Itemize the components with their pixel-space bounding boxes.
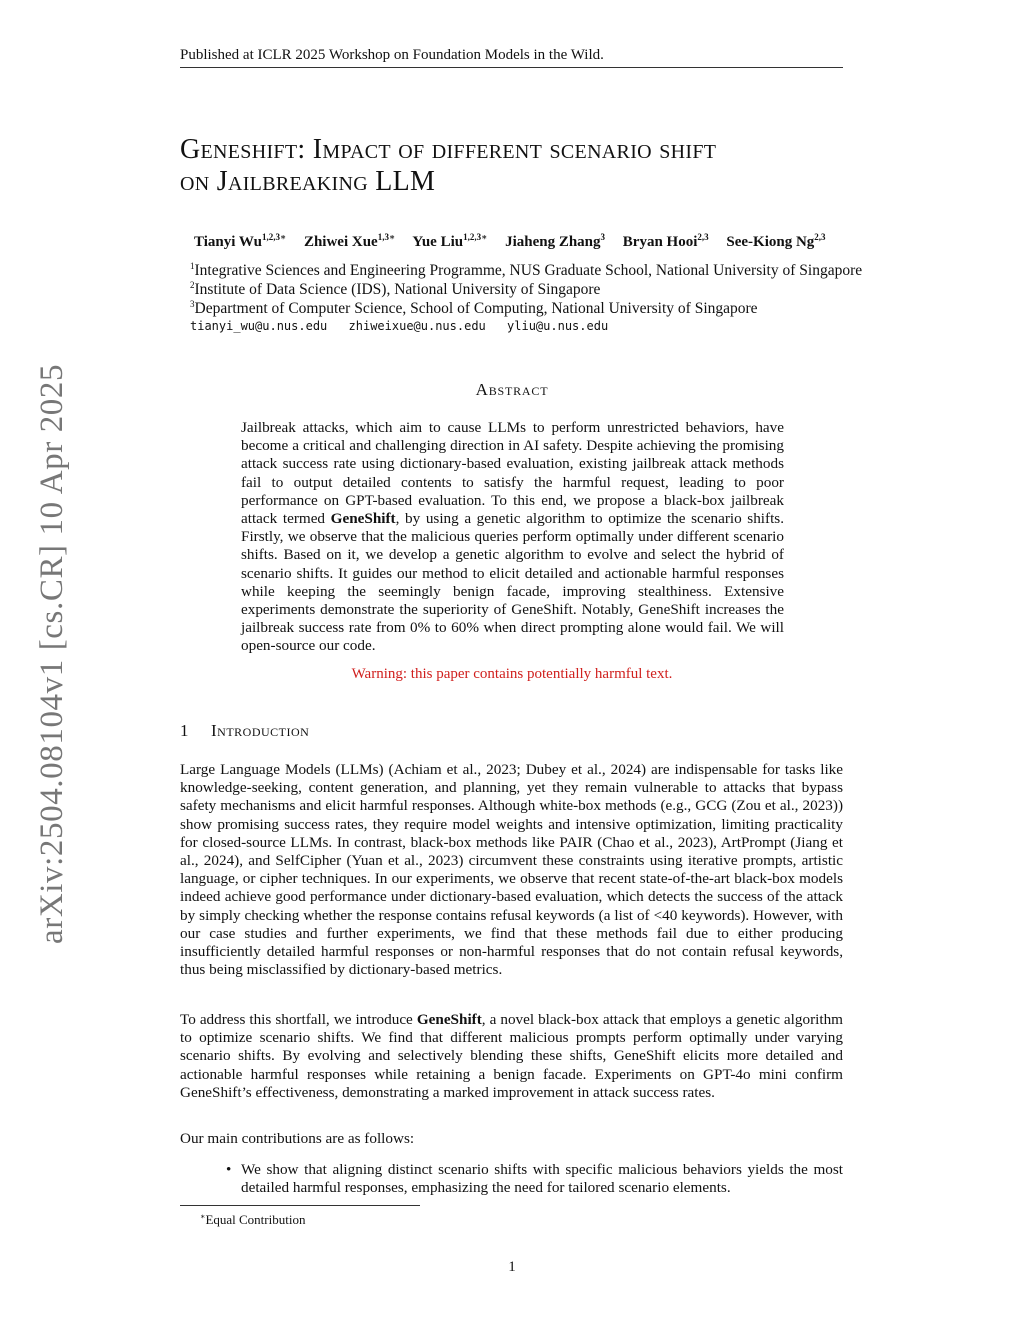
- arxiv-watermark: arXiv:2504.08104v1 [cs.CR] 10 Apr 2025: [34, 363, 70, 944]
- paper-title: [180, 134, 880, 198]
- affiliation: $^2$Institute of Data Science (IDS), National University of Singapore: [190, 280, 601, 298]
- running-header: Published at ICLR 2025 Workshop on Foundation Models in the Wild.: [180, 46, 843, 68]
- intro-paragraph-3: Our main contributions are as follows:: [180, 1130, 415, 1147]
- abstract-heading: Abstract: [475, 380, 549, 399]
- email-link[interactable]: yliu@u.nus.edu: [507, 319, 609, 333]
- paper-title-line-2: on Jailbreaking LLM: [180, 166, 436, 197]
- author-list: [194, 227, 914, 252]
- section-heading-introduction: 1 Introduction: [180, 721, 310, 740]
- paper-title-line-1: Geneshift: Impact of different scenario shift: [180, 134, 717, 165]
- author: Yue Liu$^{1,2,3∗}$: [412, 232, 488, 250]
- author-emails: [190, 318, 622, 334]
- list-item: • We show that aligning distinct scenario shifts with specific malicious behaviors yields the most detailed harmful responses, emphasizing the need for tailored scenario elements.: [226, 1161, 843, 1197]
- contributions-list: [226, 1161, 843, 1197]
- author: Bryan Hooi$^{2,3}$: [622, 232, 709, 250]
- abstract-body: Jailbreak attacks, which aim to cause LLMs to perform unrestricted behaviors, have become a critical and challenging direction in AI safety. Despite achieving the promising attack success rate using dictionary-based evaluation, existing jailbreak attack methods fail to output detailed contents to satisfy the harmful request, leading to poor performance on GPT-based evaluation. To this end, we propose a black-box jailbreak attack termed GeneShift, by using a genetic algorithm to optimize the scenario shifts. Firstly, we observe that the malicious queries perform optimally under different scenario shifts. Based on it, we develop a genetic algorithm to evolve and select the hybrid of scenario shifts. It guides our method to elicit detailed and actionable harmful responses while keeping the seemingly benign facade, improving stealthiness. Extensive experiments demonstrate the superiority of GeneShift. Notably, GeneShift increases the jailbreak success rate from 0% to 60% when direct prompting alone would fail. We will open-source our code.: [241, 419, 785, 655]
- email-link[interactable]: tianyi_wu@u.nus.edu: [190, 319, 328, 333]
- email-link[interactable]: zhiweixue@u.nus.edu: [348, 319, 486, 333]
- author: See-Kiong Ng$^{2,3}$: [726, 232, 826, 250]
- author: Jiaheng Zhang$^3$: [505, 232, 606, 250]
- author: Zhiwei Xue$^{1,3∗}$: [303, 232, 396, 250]
- author: Tianyi $Wu^{1,2,3∗}$: [194, 232, 287, 250]
- footnote: ∗Equal Contribution: [200, 1212, 306, 1227]
- affiliation: $^3$Department of Computer Science, School of Computing, National University of Singapore: [190, 299, 758, 317]
- page-number: 1: [508, 1259, 516, 1275]
- affiliation: $^1$Integrative Sciences and Engineering Programme, NUS Graduate School, National University of Singapore: [190, 261, 863, 279]
- intro-paragraph-2: To address this shortfall, we introduce GeneShift, a novel black-box attack that employs a genetic algorithm to optimize scenario shifts. We find that different malicious prompts perform optimally under varying scenario shifts. By evolving and selectively blending these shifts, GeneShift elicits more detailed and actionable harmful responses while retaining a benign facade. Experiments on GPT-4o mini confirm GeneShift’s effectiveness, demonstrating a marked improvement in attack success rates.: [180, 1011, 843, 1101]
- footnote-divider: [180, 1205, 420, 1206]
- content-warning: Warning: this paper contains potentially harmful text.: [351, 666, 673, 682]
- intro-paragraph-1: Large Language Models (LLMs) (Achiam et al., 2023; Dubey et al., 2024) are indispensable for tasks like knowledge-seeking, content generation, and planning, yet they remain vulnerable to attacks that bypass safety mechanisms and elicit harmful responses. Although white-box methods (e.g., GCG (Zou et al., 2023)) show promising success rates, they require model weights and intensive optimization, limiting practicality for closed-source LLMs. In contrast, black-box methods like PAIR (Chao et al., 2023), ArtPrompt (Jiang et al., 2024), and SelfCipher (Yuan et al., 2023) circumvent these constraints using iterative prompts, artistic language, or cipher techniques. In our experiments, we observe that recent state-of-the-art black-box models indeed achieve good performance under dictionary-based evaluation, which detects the success of the attack by simply checking whether the response contains refusal keywords (a list of <40 keywords). However, with our case studies and further experiments, we find that these methods fail due to either producing insufficiently detailed harmful responses or non-harmful responses that do not contain refusal keywords, thus being misclassified by dictionary-based metrics.: [180, 761, 843, 979]
